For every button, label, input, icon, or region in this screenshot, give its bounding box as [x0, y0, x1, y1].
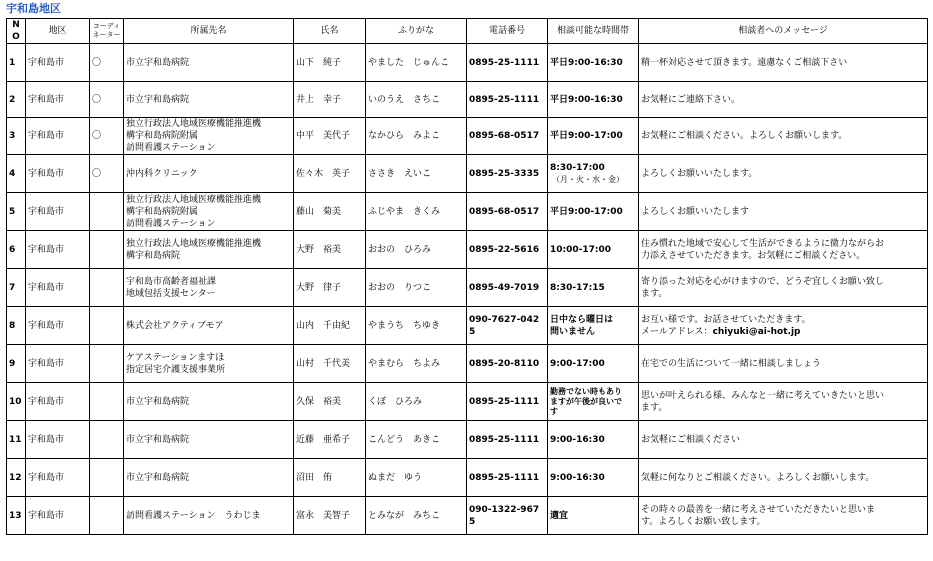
table-row	[7, 421, 928, 459]
area-cell: 宇和島市	[26, 231, 90, 269]
phone-cell: 0895-25-1111	[467, 459, 548, 497]
table-row	[7, 118, 928, 155]
header-org: 所属先名	[124, 19, 294, 44]
table-row	[7, 155, 928, 193]
area-cell: 宇和島市	[26, 82, 90, 118]
coordinator-mark: 〇	[90, 44, 124, 82]
region-title: 宇和島地区	[6, 2, 61, 15]
phone-cell: 0895-20-8110	[467, 345, 548, 383]
name-cell: 大野 裕美	[294, 231, 366, 269]
kana-cell: やまむら ちよみ	[366, 345, 467, 383]
message-cell: 住み慣れた地域で安心して生活ができるように微力ながらお 力添えさせていただきます。お気軽にご相談ください。	[639, 231, 928, 269]
header-no: NO	[7, 19, 26, 44]
org-cell: 訪問看護ステーション うわじま	[124, 497, 294, 535]
coordinator-mark: 〇	[90, 82, 124, 118]
coordinator-mark	[90, 421, 124, 459]
table-row	[7, 345, 928, 383]
org-cell: 宇和島市高齢者福祉課 地域包括支援センター	[124, 269, 294, 307]
time-cell: 9:00-16:30	[548, 459, 639, 497]
org-cell: 市立宇和島病院	[124, 459, 294, 497]
phone-cell: 0895-22-5616	[467, 231, 548, 269]
time-cell: 日中なら曜日は 問いません	[548, 307, 639, 345]
name-cell: 井上 幸子	[294, 82, 366, 118]
time-cell: 平日9:00-16:30	[548, 44, 639, 82]
name-cell: 大野 律子	[294, 269, 366, 307]
table-body	[7, 44, 928, 535]
org-cell: 市立宇和島病院	[124, 44, 294, 82]
kana-cell: ささき えいこ	[366, 155, 467, 193]
message-cell: 寄り添った対応を心がけますので、どうぞ宜しくお願い致し ます。	[639, 269, 928, 307]
time-cell: 9:00-17:00	[548, 345, 639, 383]
phone-cell: 0895-25-1111	[467, 44, 548, 82]
phone-cell: 0895-68-0517	[467, 118, 548, 155]
name-cell: 近藤 亜希子	[294, 421, 366, 459]
header-message: 相談者へのメッセージ	[639, 19, 928, 44]
row-number: 5	[7, 193, 26, 231]
phone-cell: 090-1322-9675	[467, 497, 548, 535]
kana-cell: こんどう あきこ	[366, 421, 467, 459]
table-row	[7, 82, 928, 118]
header-phone: 電話番号	[467, 19, 548, 44]
time-cell: 10:00-17:00	[548, 231, 639, 269]
header-coordinator: コーディ ネーター	[90, 19, 124, 44]
kana-cell: ふじやま きくみ	[366, 193, 467, 231]
row-number: 9	[7, 345, 26, 383]
message-cell: 思いが叶えられる様、みんなと一緒に考えていきたいと思い ます。	[639, 383, 928, 421]
name-cell: 山内 千由紀	[294, 307, 366, 345]
message-cell: お気軽にご相談ください。よろしくお願いします。	[639, 118, 928, 155]
message-cell: 気軽に何なりとご相談ください。よろしくお願いします。	[639, 459, 928, 497]
org-cell: 市立宇和島病院	[124, 421, 294, 459]
row-number: 12	[7, 459, 26, 497]
kana-cell: おおの ひろみ	[366, 231, 467, 269]
kana-cell: とみなが みちこ	[366, 497, 467, 535]
consultant-table	[6, 18, 928, 535]
kana-cell: くぼ ひろみ	[366, 383, 467, 421]
name-cell: 山下 純子	[294, 44, 366, 82]
header-time: 相談可能な時間帯	[548, 19, 639, 44]
header-area: 地区	[26, 19, 90, 44]
table-header-row	[7, 19, 928, 44]
message-cell: お互い様です。お話させていただきます。 メールアドレス：chiyuki@ai-hot.jp	[639, 307, 928, 345]
phone-cell: 0895-68-0517	[467, 193, 548, 231]
row-number: 10	[7, 383, 26, 421]
row-number: 8	[7, 307, 26, 345]
row-number: 11	[7, 421, 26, 459]
time-cell: 8:30-17:00 （月・火・水・金）	[548, 155, 639, 193]
table-row	[7, 383, 928, 421]
row-number: 13	[7, 497, 26, 535]
coordinator-mark	[90, 459, 124, 497]
org-cell: 市立宇和島病院	[124, 82, 294, 118]
phone-cell: 0895-25-3335	[467, 155, 548, 193]
row-number: 3	[7, 118, 26, 155]
kana-cell: いのうえ さちこ	[366, 82, 467, 118]
phone-cell: 0895-25-1111	[467, 82, 548, 118]
org-cell: 市立宇和島病院	[124, 383, 294, 421]
org-cell: ケアステーションますほ 指定居宅介護支援事業所	[124, 345, 294, 383]
row-number: 7	[7, 269, 26, 307]
phone-cell: 0895-49-7019	[467, 269, 548, 307]
area-cell: 宇和島市	[26, 155, 90, 193]
message-cell: よろしくお願いいたします	[639, 193, 928, 231]
coordinator-mark	[90, 231, 124, 269]
coordinator-mark	[90, 269, 124, 307]
message-cell: お気軽にご連絡下さい。	[639, 82, 928, 118]
message-cell: よろしくお願いいたします。	[639, 155, 928, 193]
message-cell: お気軽にご相談ください	[639, 421, 928, 459]
area-cell: 宇和島市	[26, 345, 90, 383]
time-cell: 平日9:00-17:00	[548, 193, 639, 231]
phone-cell: 0895-25-1111	[467, 383, 548, 421]
row-number: 1	[7, 44, 26, 82]
org-cell: 独立行政法人地域医療機能推進機 構宇和島病院附属 訪問看護ステーション	[124, 118, 294, 155]
area-cell: 宇和島市	[26, 118, 90, 155]
row-number: 6	[7, 231, 26, 269]
phone-cell: 0895-25-1111	[467, 421, 548, 459]
message-cell: 精一杯対応させて頂きます。遠慮なくご相談下さい	[639, 44, 928, 82]
coordinator-mark	[90, 383, 124, 421]
kana-cell: なかひら みよこ	[366, 118, 467, 155]
area-cell: 宇和島市	[26, 421, 90, 459]
org-cell: 独立行政法人地域医療機能推進機 構宇和島病院附属 訪問看護ステーション	[124, 193, 294, 231]
table-row	[7, 44, 928, 82]
name-cell: 佐々木 英子	[294, 155, 366, 193]
row-number: 2	[7, 82, 26, 118]
name-cell: 久保 裕美	[294, 383, 366, 421]
area-cell: 宇和島市	[26, 193, 90, 231]
coordinator-mark	[90, 193, 124, 231]
area-cell: 宇和島市	[26, 383, 90, 421]
time-cell: 勤務でない時もあり ますが午後が良いで す	[548, 383, 639, 421]
table-row	[7, 231, 928, 269]
coordinator-mark	[90, 345, 124, 383]
time-cell: 9:00-16:30	[548, 421, 639, 459]
header-kana: ふりがな	[366, 19, 467, 44]
kana-cell: ぬまだ ゆう	[366, 459, 467, 497]
name-cell: 沼田 侑	[294, 459, 366, 497]
time-cell: 平日9:00-16:30	[548, 82, 639, 118]
phone-cell: 090-7627-0425	[467, 307, 548, 345]
org-cell: 株式会社アクティブモア	[124, 307, 294, 345]
kana-cell: やまうち ちゆき	[366, 307, 467, 345]
kana-cell: おおの りつこ	[366, 269, 467, 307]
message-cell: 在宅での生活について一緒に相談しましょう	[639, 345, 928, 383]
table-row	[7, 269, 928, 307]
time-cell: 適宜	[548, 497, 639, 535]
org-cell: 沖内科クリニック	[124, 155, 294, 193]
area-cell: 宇和島市	[26, 44, 90, 82]
time-cell: 平日9:00-17:00	[548, 118, 639, 155]
area-cell: 宇和島市	[26, 459, 90, 497]
table-row	[7, 459, 928, 497]
area-cell: 宇和島市	[26, 497, 90, 535]
email-address: chiyuki@ai-hot.jp	[712, 326, 801, 337]
name-cell: 藤山 菊美	[294, 193, 366, 231]
name-cell: 中平 美代子	[294, 118, 366, 155]
area-cell: 宇和島市	[26, 307, 90, 345]
time-cell: 8:30-17:15	[548, 269, 639, 307]
name-cell: 富永 美智子	[294, 497, 366, 535]
message-cell: その時々の最善を一緒に考えさせていただきたいと思いま す。よろしくお願い致します。	[639, 497, 928, 535]
coordinator-mark: 〇	[90, 118, 124, 155]
area-cell: 宇和島市	[26, 269, 90, 307]
header-name: 氏名	[294, 19, 366, 44]
coordinator-mark: 〇	[90, 155, 124, 193]
org-cell: 独立行政法人地域医療機能推進機 構宇和島病院	[124, 231, 294, 269]
coordinator-mark	[90, 307, 124, 345]
coordinator-mark	[90, 497, 124, 535]
kana-cell: やました じゅんこ	[366, 44, 467, 82]
table-row	[7, 307, 928, 345]
name-cell: 山村 千代美	[294, 345, 366, 383]
table-row	[7, 497, 928, 535]
row-number: 4	[7, 155, 26, 193]
table-row	[7, 193, 928, 231]
